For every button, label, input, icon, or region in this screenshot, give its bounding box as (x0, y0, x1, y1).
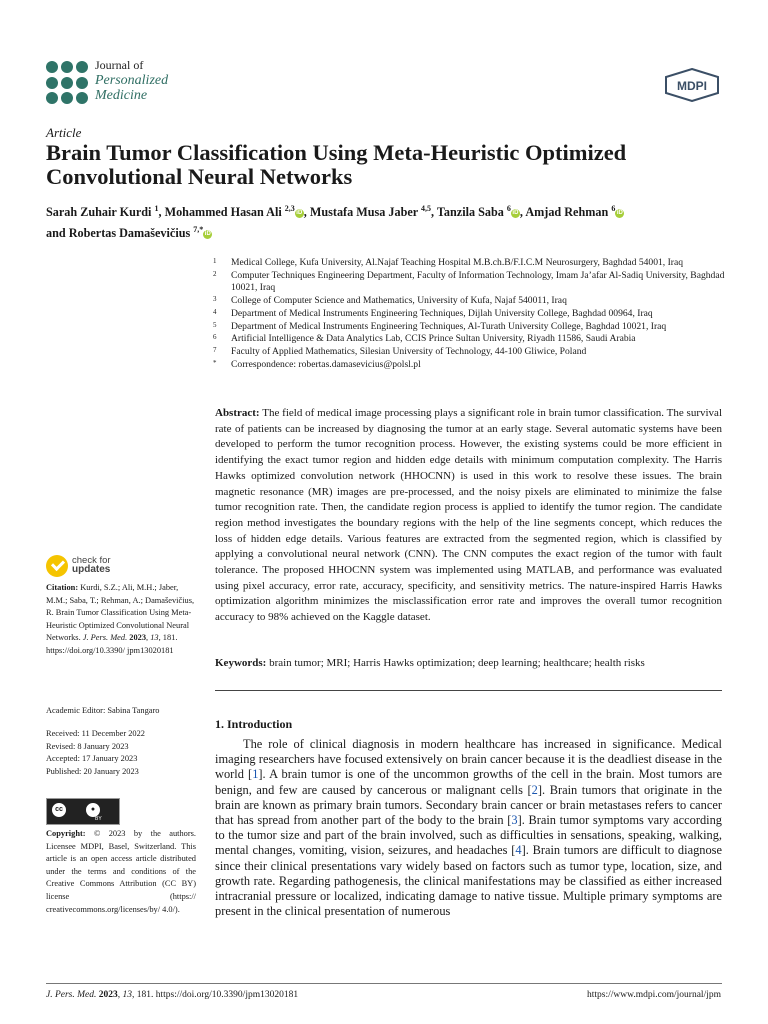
affiliation-item (213, 333, 733, 346)
copyright-notice (46, 828, 196, 916)
affiliation-number: 7 (213, 345, 217, 354)
cc-icon: cc (51, 802, 67, 818)
affiliation-text: Medical College, Kufa University, Al.Najaf Teaching Hospital M.B.ch.B/F.I.C.M Neurosurgery, Baghdad 54001, Iraq (231, 257, 684, 268)
journal-name-line2: Personalized (95, 73, 169, 88)
citation-label: Citation: (46, 583, 79, 592)
author-separator: , (519, 205, 526, 220)
affiliation-text: Computer Techniques Engineering Department, Faculty of Information Technology, Imam Ja’afar Al-Sadiq University, Baghdad 10021, Iraq (231, 269, 725, 294)
citation-year: 2023 (129, 633, 147, 643)
citation-doi[interactable]: , 181. https://doi.org/10.3390/ jpm13020181 (46, 633, 178, 655)
cc-by-license-badge[interactable] (46, 798, 120, 825)
check-for-updates-button[interactable] (46, 555, 166, 579)
attribution-person-icon: ● (85, 802, 101, 818)
affiliation-item (213, 257, 733, 270)
citation-text: Kurdi, S.Z.; Ali, M.H.; Jaber, M.M.; Saba, T.; Rehman, A.; Damaševičius, R. Brain Tumor Classification Using Meta-Heuristic Optimized Convolutional Neural Networks. (46, 583, 195, 643)
intro-segment: ]. Brain tumor symptoms vary according to the tumor size and part of the brain involved, such as difficulties in sensations, speaking, walking, mental changes, vomiting, vision, seizures, and headaches [ (215, 813, 722, 858)
check-for-label: check for (72, 555, 111, 566)
introduction-text (215, 737, 722, 919)
affiliation-item (213, 359, 733, 372)
orcid-icon[interactable]: iD (204, 230, 211, 237)
copyright-text: © 2023 by the authors. Licensee MDPI, Basel, Switzerland. This article is an open access article distributed under the terms and conditions of the Creative Commons Attribution (CC BY) license (https:// creativecommons.org/licenses/by/ 4.0/). (46, 829, 197, 914)
introduction-heading: 1. Introduction (215, 717, 293, 731)
author-affiliation-marker: 6 (506, 204, 511, 213)
journal-name-line3: Medicine (95, 88, 148, 103)
orcid-icon[interactable]: iD (512, 209, 519, 216)
affiliation-number: * (213, 358, 217, 367)
mdpi-logo (664, 68, 720, 102)
intro-segment: The role of clinical diagnosis in modern healthcare has increased in significance. Medical imaging researchers have focused extensively on brain cancer because it is the deadliest disease in the world [ (215, 737, 722, 782)
intro-segment: ]. A brain tumor is one of the uncommon growths of the cell in the brain. Most tumors are benign, and few are caused by cancerous or malignant cells [ (215, 767, 722, 797)
journal-logo (46, 61, 90, 105)
keywords-text: brain tumor; MRI; Harris Hawks optimization; deep learning; healthcare; health risks (269, 657, 645, 669)
footer-volume: 13 (122, 990, 133, 1000)
author-separator: , (158, 205, 165, 220)
received-date: Received: 11 December 2022 (46, 729, 145, 738)
citation-journal: J. Pers. Med. (82, 633, 128, 643)
citation-link-2[interactable]: 2 (531, 782, 538, 797)
journal-name (95, 58, 168, 103)
journal-name-line1: Journal of (95, 58, 144, 72)
citation-volume: 13 (150, 633, 159, 643)
author-name: Mustafa Musa Jaber (309, 205, 418, 220)
affiliation-item (213, 346, 733, 359)
affiliation-item (213, 270, 733, 295)
affiliation-text: Department of Medical Instruments Engineering Techniques, Dijlah University College, Baghdad 00964, Iraq (231, 307, 653, 319)
author (46, 205, 165, 219)
citation-block: Citation: Kurdi, S.Z.; Ali, M.H.; Jaber, M.M.; Saba, T.; Rehman, A.; Damaševičius, R. Brain Tumor Classification Using Meta-Heuristic Optimized Convolutional Neural Networks. J. Pers. Med. 2023, 13, 181. https://doi.org/10.3390/ jpm13020181 (46, 583, 195, 655)
author-name: Mohammed Hasan Ali (164, 205, 282, 220)
citation-link-3[interactable]: 3 (511, 813, 518, 828)
author-affiliation-marker: 2,3 (284, 204, 295, 213)
author-affiliation-marker: 6 (611, 204, 616, 213)
affiliation-item (213, 295, 733, 308)
author-list (46, 200, 736, 242)
revised-date: Revised: 8 January 2023 (46, 741, 129, 751)
publication-dates (46, 728, 196, 778)
abstract-label: Abstract: (215, 407, 260, 419)
footer-citation: J. Pers. Med. 2023, 13, 181. https://doi.org/10.3390/jpm13020181 (46, 990, 299, 1000)
accepted-date: Accepted: 17 January 2023 (46, 754, 138, 764)
author-name: Sarah Zuhair Kurdi (46, 205, 152, 220)
affiliation-item (213, 308, 733, 321)
citation-link-4[interactable]: 4 (515, 843, 522, 858)
by-label: BY (95, 816, 102, 822)
orcid-icon[interactable]: iD (616, 209, 623, 216)
author-name: Amjad Rehman (525, 205, 609, 220)
article-type: Article (46, 125, 82, 140)
mdpi-logo-text: MDPI (677, 79, 707, 93)
affiliation-number: 1 (213, 257, 217, 265)
citation-link-1[interactable]: 1 (252, 767, 259, 782)
orcid-icon[interactable]: iD (296, 209, 303, 216)
affiliations (213, 257, 733, 371)
affiliation-number: 2 (213, 269, 217, 278)
affiliation-number: 4 (213, 307, 217, 316)
affiliation-text: Faculty of Applied Mathematics, Silesian University of Technology, 44-100 Gliwice, Poland (231, 345, 587, 357)
footer-year: 2023 (98, 990, 118, 1000)
abstract (215, 406, 722, 626)
author (525, 205, 624, 219)
affiliation-text: Department of Medical Instruments Engineering Techniques, Al-Turath University College, Baghdad 10021, Iraq (231, 320, 667, 332)
author-separator: , (303, 205, 310, 220)
author (46, 226, 212, 240)
author (165, 205, 310, 219)
author (437, 205, 525, 219)
affiliation-number: 5 (213, 320, 217, 329)
keywords (215, 656, 722, 671)
updates-label: updates (72, 564, 111, 575)
footer-journal: J. Pers. Med. (46, 990, 97, 1000)
academic-editor: Academic Editor: Sabina Tangaro (46, 706, 160, 715)
check-icon (46, 555, 68, 577)
section-divider (215, 690, 722, 691)
affiliation-number: 3 (213, 295, 217, 304)
author-separator: , (431, 205, 437, 220)
author-affiliation-marker: 7,* (193, 225, 204, 235)
author-name: and Robertas Damaševičius (46, 226, 191, 241)
published-date: Published: 20 January 2023 (46, 766, 139, 776)
author-name: Tanzila Saba (436, 205, 504, 220)
intro-segment: ]. Brain tumors that originate in the brain are known as primary brain tumors. Secondary brain cancer or brain metastases refers to cancer that has spread from another part of the body to the brain [ (215, 782, 722, 828)
copyright-label: Copyright: (46, 829, 86, 838)
affiliation-item (213, 321, 733, 334)
author-affiliation-marker: 1 (154, 204, 159, 213)
affiliation-text: Artificial Intelligence & Data Analytics Lab, CCIS Prince Sultan University, Riyadh 11586, Saudi Arabia (231, 333, 636, 345)
footer-journal-url[interactable]: https://www.mdpi.com/journal/jpm (587, 990, 721, 1000)
abstract-text: The field of medical image processing plays a significant role in brain tumor classification. The survival rate of patients can be increased by diagnosing the tumor at an early stage. Several automatic systems have been developed to perform the tumor recognition process. However, the existing systems could be more efficient in identifying the exact tumor region and hidden edge details with minimum computation complexity. The Harris Hawks optimized convolution network (HHOCNN) is used in this work to resolve these issues. The brain magnetic resonance (MR) images are pre-processed, and the noisy pixels are eliminated to minimize the false tumor recognition rate. Then, the candidate region process is applied to identify the tumor region. The candidate region method investigates the boundary regions with the help of the line segments concept, which reduces the loss of hidden edge details. Various features are extracted from the segmented region, which is classified by applying a convolutional neural network (CNN). The CNN computes the exact region of the tumor with fault tolerance. The proposed HHOCNN system was implemented using MATLAB, and performance was evaluated using pixel accuracy, error rate, accuracy, specificity, and sensitivity metrics. The nature-inspired Harris Hawks optimization algorithm minimizes the misclassification error rate and improves the overall tumor recognition accuracy to 98% achieved on the Kaggle dataset. (215, 407, 722, 624)
affiliation-number: 6 (213, 333, 217, 342)
affiliation-text: Correspondence: robertas.damasevicius@polsl.pl (231, 358, 421, 370)
footer-doi[interactable]: , 181. https://doi.org/10.3390/jpm13020181 (132, 990, 299, 1000)
paper-title: Brain Tumor Classification Using Meta-Heuristic Optimized Convolutional Neural Networks (46, 140, 627, 189)
intro-segment: ]. Brain tumors are difficult to diagnose since their clinical presentations vary widely based on factors such as tumor type, location, size, and growth rate. Regarding pathogenesis, the clinical manifestations may be classified as either increased intracranial pressure or localized, indicating damage to native tissue. Multiple primary symptoms are present in the clinical presentation of numerous (215, 843, 722, 919)
footer-divider (46, 983, 722, 984)
keywords-label: Keywords: (215, 657, 267, 669)
author-affiliation-marker: 4,5 (421, 204, 432, 213)
affiliation-text: College of Computer Science and Mathematics, University of Kufa, Najaf 540011, Iraq (231, 295, 567, 307)
author (310, 205, 437, 219)
